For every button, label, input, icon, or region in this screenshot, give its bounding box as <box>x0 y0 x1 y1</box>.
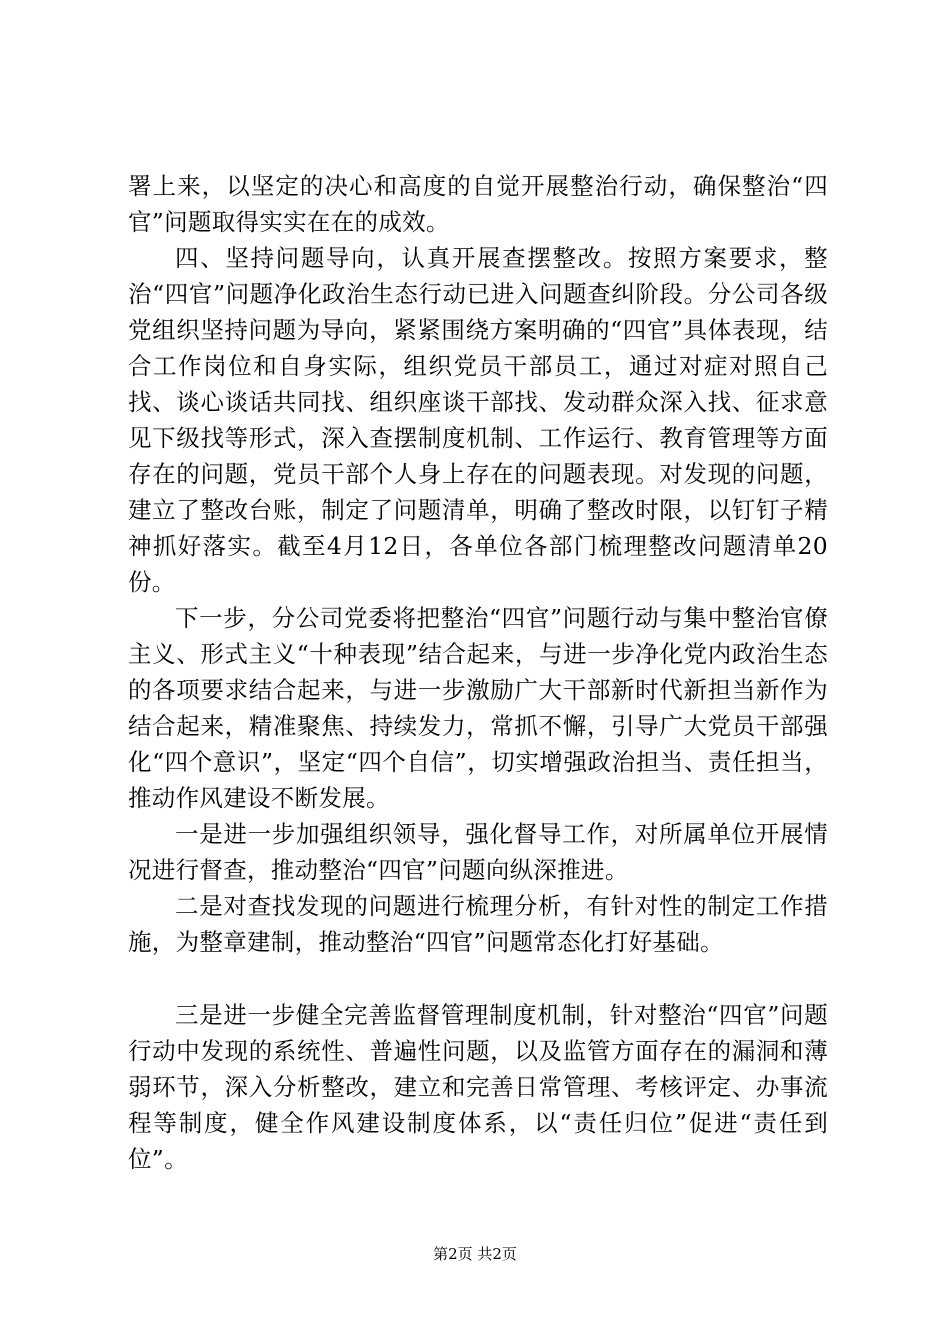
paragraph-3: 下一步，分公司党委将把整治“四官”问题行动与集中整治官僚主义、形式主义“十种表现”结合起来，与进一步净化党内政治生态的各项要求结合起来，与进一步激励广大干部新时代新担当新作为结合起来，精准聚焦、持续发力，常抓不懈，引导广大党员干部强化“四个意识”，坚定“四个自信”，切实增强政治担当、责任担当，推动作风建设不断发展。 <box>128 604 828 812</box>
paragraph-4: 一是进一步加强组织领导，强化督导工作，对所属单位开展情况进行督查，推动整治“四官”问题向纵深推进。 <box>128 820 828 884</box>
paragraph-2: 四、坚持问题导向，认真开展查摆整改。按照方案要求，整治“四官”问题净化政治生态行动已进入问题查纠阶段。分公司各级党组织坚持问题为导向，紧紧围绕方案明确的“四官”具体表现，结合工作岗位和自身实际，组织党员干部员工，通过对症对照自己找、谈心谈话共同找、组织座谈干部找、发动群众深入找、征求意见下级找等形式，深入查摆制度机制、工作运行、教育管理等方面存在的问题，党员干部个人身上存在的问题表现。对发现的问题，建立了整改台账，制定了问题清单，明确了整改时限，以钉钉子精神抓好落实。截至4月12日，各单位各部门梳理整改问题清单20份。 <box>128 244 828 596</box>
paragraph-5: 二是对查找发现的问题进行梳理分析，有针对性的制定工作措施，为整章建制，推动整治“四官”问题常态化打好基础。 <box>128 892 828 956</box>
document-body <box>128 168 828 1177</box>
paragraph-1: 署上来，以坚定的决心和高度的自觉开展整治行动，确保整治“四官”问题取得实实在在的成效。 <box>128 172 828 236</box>
page-footer: 第2页 共2页 <box>433 1245 517 1263</box>
paragraph-6: 三是进一步健全完善监督管理制度机制，针对整治“四官”问题行动中发现的系统性、普遍性问题，以及监管方面存在的漏洞和薄弱环节，深入分析整改，建立和完善日常管理、考核评定、办事流程等制度，健全作风建设制度体系，以“责任归位”促进“责任到位”。 <box>128 1001 828 1173</box>
paragraph-gap <box>128 960 828 997</box>
